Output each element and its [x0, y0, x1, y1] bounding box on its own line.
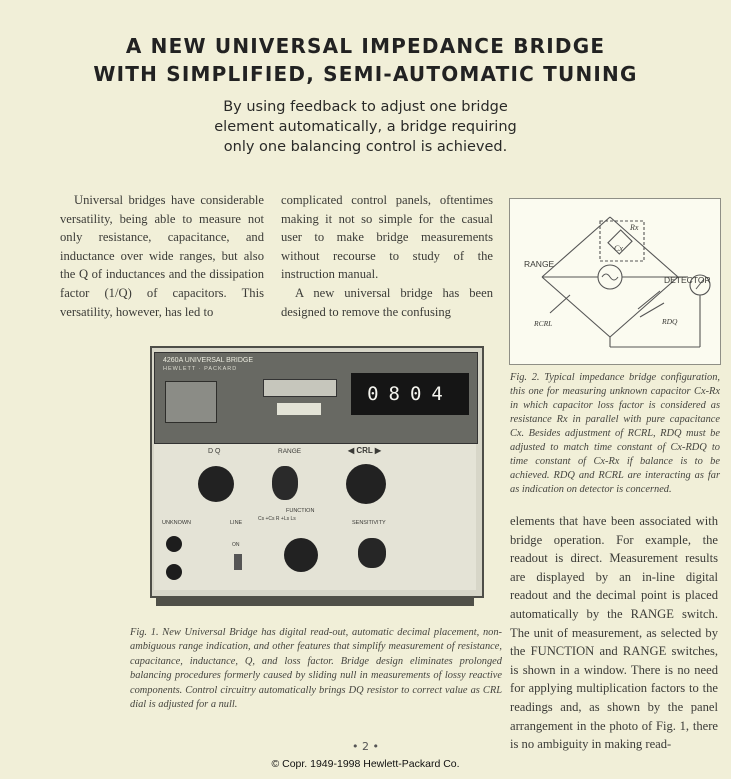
range-indicator-icon	[277, 403, 321, 415]
deck-line-3: only one balancing control is achieved.	[223, 139, 508, 155]
function-knob-icon	[284, 538, 318, 572]
article-deck	[0, 97, 731, 157]
control-panel	[154, 444, 476, 590]
figure-2-bridge-diagram	[509, 198, 721, 365]
body-column-1	[60, 191, 264, 321]
dq-knob-icon	[198, 466, 234, 502]
figure-2-caption: Fig. 2. Typical impedance bridge configuration, this one for measuring unknown capacitor Cx-Rx in which capacitor loss factor is considered as resistance Rx in parallel with pure capacitance Cx. Besides adjustment of RCRL, RDQ must be adjusted to match time constant of Cx-RDQ to time constant of Cx-Rx if balance is to be achieved. RDQ and RCRL are interacting as far as indication on detector is concerned.	[510, 372, 720, 495]
panel-brand: HEWLETT · PACKARD	[163, 366, 238, 372]
label-rdq: RDQ	[662, 317, 678, 326]
knob-crl-label: ◀ CRL ▶	[348, 446, 382, 455]
range-knob-icon	[272, 466, 298, 500]
sensitivity-label: SENSITIVITY	[352, 520, 386, 526]
figure-1-bridge-photo	[120, 340, 502, 616]
crl-knob-icon	[346, 464, 386, 504]
article-title-line-2: WITH SIMPLIFIED, SEMI-AUTOMATIC TUNING	[93, 62, 638, 86]
figure-1-caption: Fig. 1. New Universal Bridge has digital read-out, automatic decimal placement, non-ambiguous range indication, and other features that simplify measurement of resistance, capacitance, inductance, Q, and loss factor. Bridge design eliminates prolonged balancing procedures formerly caused by sliding null in measurements of lossy reactive components. Control circuitry automatically brings DQ resistor to correct value as CRL dial is adjusted for a null.	[130, 627, 502, 711]
line-label: LINE	[230, 520, 243, 526]
label-rcrl: RCRL	[534, 319, 553, 328]
paragraph: complicated control panels, oftentimes making it not so simple for the casual user to make bridge measurements without recourse to study of the instruction manual.	[281, 193, 493, 282]
line-switch-icon	[234, 554, 242, 570]
unknown-label: UNKNOWN	[162, 520, 192, 526]
body-column-3	[510, 512, 718, 754]
digital-readout: 0804	[351, 373, 469, 415]
function-positions: Cs +Cs R +Ls Ls	[258, 516, 296, 522]
display-panel	[154, 352, 478, 444]
label-rx: Rx	[630, 223, 639, 232]
copyright-notice: © Copr. 1949-1998 Hewlett-Packard Co.	[271, 758, 460, 770]
panel-title: 4260A UNIVERSAL BRIDGE	[163, 357, 254, 364]
label-cx: Cx	[614, 244, 623, 253]
paragraph: A new universal bridge has been designed to remove the confusing	[281, 285, 493, 319]
paragraph: elements that have been associated with bridge operation. For example, the readout is direct. Measurement results are displayed by an in-line digital readout and the decimal point is placed automatically by the RANGE switch. The unit of measurement, as selected by the FUNCTION and RANGE switches, is shown in a window. There is no need for applying multiplication factors to the readings and, as shown by the panel arrangement in the photo of Fig. 1, there is no ambiguity in making read-	[510, 514, 718, 752]
page-number: • 2 •	[352, 740, 379, 753]
label-range: RANGE	[524, 259, 555, 269]
body-column-2	[281, 191, 493, 321]
knob-dq-label: D Q	[208, 448, 221, 455]
terminal-icon	[166, 564, 182, 580]
instrument-base	[156, 596, 474, 606]
unit-window	[263, 379, 337, 397]
paragraph: Universal bridges have considerable versatility, being able to measure not only resistance, capacitance, and inductance over wide ranges, but also the Q of inductances and the dissipation factor (1/Q) of capacitors. This versatility, however, has led to	[60, 193, 264, 319]
terminal-icon	[166, 536, 182, 552]
label-detector: DETECTOR	[664, 275, 711, 285]
knob-range-label: RANGE	[278, 448, 302, 455]
meter-icon	[165, 381, 217, 423]
sensitivity-knob-icon	[358, 538, 386, 568]
deck-line-1: By using feedback to adjust one bridge	[223, 99, 508, 115]
article-title-line-1: A NEW UNIVERSAL IMPEDANCE BRIDGE	[125, 34, 606, 58]
function-label: FUNCTION	[286, 508, 315, 514]
deck-line-2: element automatically, a bridge requiring	[214, 119, 517, 135]
on-label: ON	[232, 542, 240, 548]
